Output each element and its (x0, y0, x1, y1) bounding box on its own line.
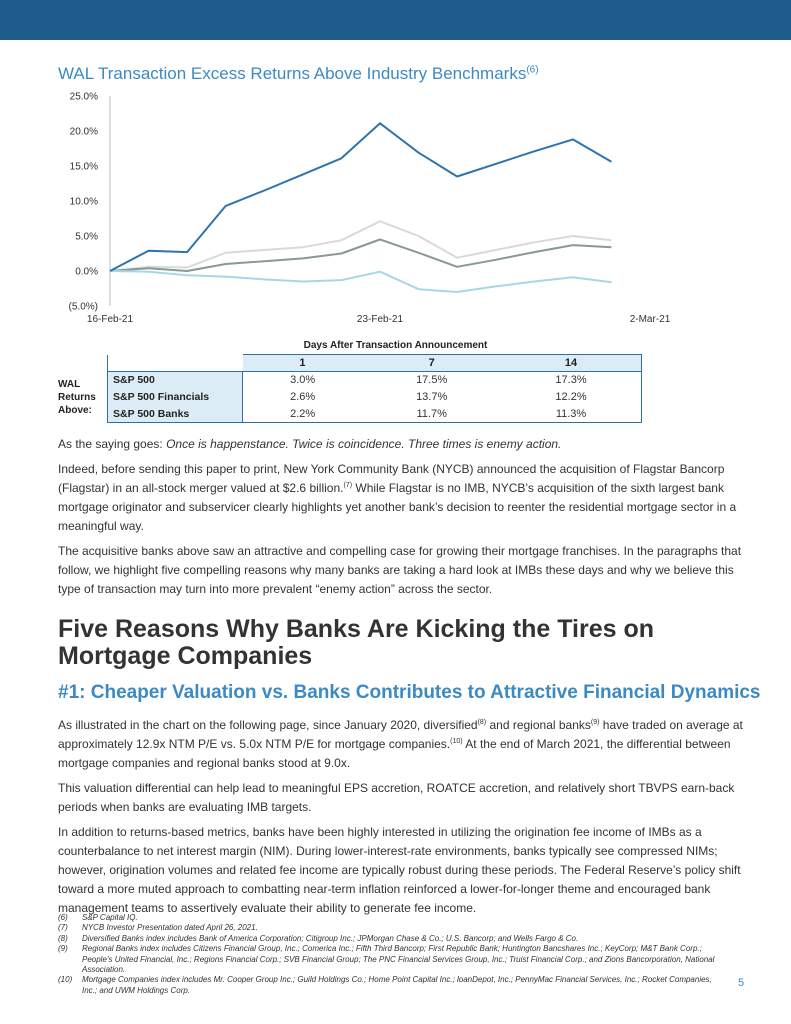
table-cell: 13.7% (416, 391, 448, 403)
y-tick-label: 25.0% (69, 91, 98, 103)
table-title: Days After Transaction Announcement (303, 340, 488, 351)
row-label: S&P 500 Banks (108, 406, 243, 423)
table-cell: 12.2% (501, 389, 641, 406)
saying-quote: Once is happenstance. Twice is coincidence. Three times is enemy action. (166, 437, 562, 451)
footnote: (10) Mortgage Companies index includes Mr. Cooper Group Inc.; Guild Holdings Co.; Home Point Capital Inc.; loanDepot, Inc.; PennyMac Financial Services, Inc.; Rocket Companies, Inc.; and UWM Holdings Corp. (58, 975, 712, 995)
y-tick-label: 20.0% (69, 126, 98, 138)
x-tick-label: 2-Mar-21 (629, 314, 671, 325)
valuation-paragraph: As illustrated in the chart on the following page, since January 2020, diversified$^{(8)}$ and regional banks$^{(9)}$ have traded on average at approximately 12.9x NTM P/E vs. 5.0x NTM P/E for mortgage companies.$^{(10)}$ At the end of March 2021, the differential between mortgage companies and regional banks stood at 9.0x. (58, 718, 743, 770)
table-side-label: WAL Returns Above: (58, 379, 96, 416)
column-header: 1 (243, 355, 363, 372)
table-cell: 17.3% (501, 372, 641, 389)
table-row (108, 372, 642, 389)
footnote: (9) Regional Banks index includes Citizens Financial Group, Inc.; Comerica Inc.; Fifth Third Bancorp; First Republic Bank; Huntington Bancshares Inc.; KeyCorp; M&T Bank Corp.; People’s United Financial, Inc.; Regions Financial Corp.; SVB Financial Group; The PNC Financial Services Group, Inc.; Truist Financial Corp.; and Zions Bancorporation, National Association. (58, 944, 715, 975)
footnote-ref: (10) (450, 738, 463, 745)
table-cell: 2.6% (290, 391, 316, 403)
footnotes (58, 913, 728, 996)
row-label: S&P 500 (108, 372, 243, 389)
footnote-ref: (7) (343, 482, 353, 489)
y-tick-label: 15.0% (69, 161, 98, 173)
x-tick-label: 23-Feb-21 (356, 314, 404, 325)
y-tick-label: (5.0%) (68, 301, 98, 313)
excess-returns-line-chart (0, 86, 791, 336)
y-tick-label: 5.0% (75, 231, 98, 243)
footnote-ref: (8) (477, 719, 487, 726)
subsection-heading: #1: Cheaper Valuation vs. Banks Contributes to Attractive Financial Dynamics (58, 682, 761, 703)
acquisitive-paragraph: The acquisitive banks above saw an attractive and compelling case for growing their mortgage franchises. In the paragraphs that follow, we highlight five compelling reasons why many banks are taking a hard look at IMBs these days and why we believe this type of transaction may turn into more prevalent “enemy action” across the sector. (58, 544, 742, 596)
x-tick-label: 16-Feb-21 (86, 314, 134, 325)
series-line-light-blue (110, 271, 611, 292)
column-header: 14 (501, 355, 641, 372)
returns-table (107, 354, 642, 423)
footnote-ref: (9) (590, 719, 600, 726)
chart-title-footnote: (6) (526, 64, 539, 76)
footnote: (8) Diversified Banks index includes Bank of America Corporation; Citigroup Inc.; JPMorgan Chase & Co.; U.S. Bancorp; and Wells Fargo & Co. (58, 933, 579, 943)
chart-title: WAL Transaction Excess Returns Above Industry Benchmarks$^{(6)}$ (58, 64, 539, 83)
page-number: 5 (738, 977, 745, 989)
y-tick-label: 10.0% (69, 196, 98, 208)
section-heading: Five Reasons Why Banks Are Kicking the Tires on Mortgage Companies (58, 615, 655, 670)
column-header: 7 (362, 355, 501, 372)
table-cell: 2.2% (243, 406, 363, 423)
y-tick-label: 0.0% (75, 266, 98, 278)
series-line-wal (110, 123, 611, 271)
footnote: (6) S&P Capital IQ. (58, 913, 138, 922)
table-header-row (108, 355, 642, 372)
series-line-gray (110, 240, 611, 272)
nycb-paragraph: Indeed, before sending this paper to print, New York Community Bank (NYCB) announced the acquisition of Flagstar Bancorp (Flagstar) in an all-stock merger valued at $2.6 billion.$^{(7)}$ While Flagstar is no IMB, NYCB’s acquisition of the sixth largest bank mortgage originator and subservicer clearly highlights yet another bank’s decision to reenter the residential mortgage sector in a meaningful way. (58, 462, 737, 533)
row-label: S&P 500 Financials (108, 389, 243, 406)
table-cell: 3.0% (290, 374, 316, 387)
table-cell: 17.5% (416, 374, 448, 387)
accretion-paragraph: This valuation differential can help lead to meaningful EPS accretion, ROATCE accretion, and relatively short TBVPS earn-back periods when banks are evaluating IMB targets. (58, 781, 735, 814)
table-row (108, 406, 642, 423)
table-cell: 11.3% (501, 406, 641, 423)
table-cell: 11.7% (362, 406, 501, 423)
header-bar (0, 0, 791, 40)
table-row (108, 389, 642, 406)
saying-paragraph: As the saying goes: Once is happenstance. Twice is coincidence. Three times is enemy action. (58, 437, 562, 451)
footnote: (7) NYCB Investor Presentation dated April 26, 2021. (58, 923, 258, 933)
fee-income-paragraph: In addition to returns-based metrics, banks have been highly interested in utilizing the origination fee income of IMBs as a counterbalance to net interest margin (NIM). During lower-interest-rate environments, banks typically see compressed NIMs; however, origination volumes and related fee income are typically robust during these periods. The Federal Reserve’s policy shift toward a more muted approach to combatting near-term inflation reinforced a lower-for-longer theme and encouraged bank management teams to assertively evaluate their ability to generate fee income. (58, 825, 741, 915)
